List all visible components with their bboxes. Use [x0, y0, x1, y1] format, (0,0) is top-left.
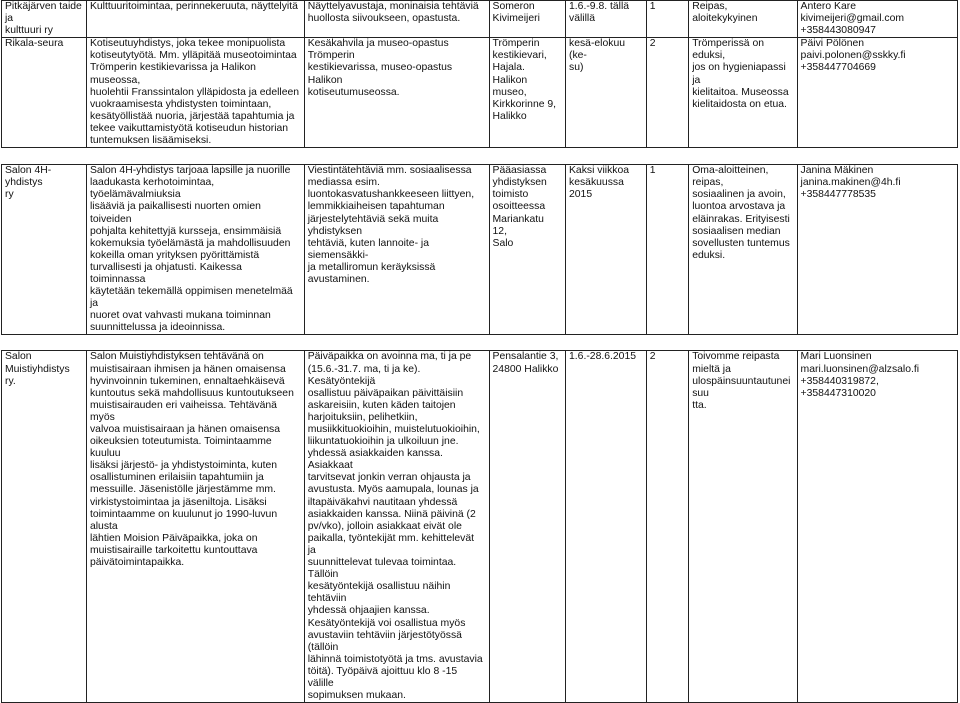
organization-cell: Pitkäjärven taide ja kulttuuri ry: [2, 1, 87, 38]
contact-cell: Päivi Pölönen paivi.polonen@sskky.fi +358447704669: [797, 38, 957, 148]
row-spacer: [2, 148, 958, 165]
description-cell: Kotiseutuyhdistys, joka tekee monipuolista kotiseutytyötä. Mm. ylläpitää museotoimintaa Trömperin kestikievarissa ja Halikon museossa, huolehtii Franssintalon ylläpidosta ja edelleen vuokraamisesta yhdistysten toimintaan, kesätyöllistää nuoria, järjestää tapahtumia ja tekee vaikuttamistyötä kotiseudun historian tuntemuksen lisäämiseksi.: [86, 38, 304, 148]
period-cell: 1.6.-9.8. tällä välillä: [566, 1, 647, 38]
task-cell: Kesäkahvila ja museo-opastus Trömperin kestikievarissa, museo-opastus Halikon kotiseutumuseossa.: [304, 38, 489, 148]
organization-cell: Rikala-seura: [2, 38, 87, 148]
contact-cell: Mari Luonsinen mari.luonsinen@alzsalo.fi +358440319872, +358447310020: [797, 351, 957, 703]
period-cell: 1.6.-28.6.2015: [566, 351, 647, 703]
count-cell: 2: [646, 351, 688, 703]
period-cell: kesä-elokuu (ke- su): [566, 38, 647, 148]
requirements-cell: Toivomme reipasta mieltä ja ulospäinsuuntautuneisuu tta.: [689, 351, 797, 703]
table-row: [2, 1, 958, 38]
description-cell: Salon Muistiyhdistyksen tehtävänä on muistisairaan ihmisen ja hänen omaisensa hyvinvoinnin tukeminen, ennaltaehkäisevä kuntoutus sekä mahdollisuus kuntoutukseen muistisairauden eri vaiheissa. Tehtävänä myös valvoa muistisairaan ja hänen omaisensa oikeuksien toteutumista. Toimintaamme kuuluu lisäksi järjestö- ja yhdistystoiminta, kuten osallistuminen erilaisiin tapahtumiin ja messuille. Jäsenistölle järjestämme mm. virkistystoimintaa ja jäseniltoja. Lisäksi toimintaamme on kuulunut jo 1990-luvun alusta lähtien Moision Päiväpaikka, joka on muistisairaille tarkoitettu kuntouttava päivätoimintapaikka.: [86, 351, 304, 703]
requirements-cell: Reipas, aloitekykyinen: [689, 1, 797, 38]
period-cell: Kaksi viikkoa kesäkuussa 2015: [566, 165, 647, 335]
place-cell: Pääasiassa yhdistyksen toimisto osoitteessa Mariankatu 12, Salo: [489, 165, 565, 335]
contact-cell: Janina Mäkinen janina.makinen@4h.fi +358447778535: [797, 165, 957, 335]
table-row: [2, 351, 958, 703]
task-cell: Päiväpaikka on avoinna ma, ti ja pe (15.6.-31.7. ma, ti ja ke). Kesätyöntekijä osallistuu päiväpaikan päivittäisiin askareisiin, kuten käden taitojen harjoituksiin, pelihetkiin, musiikkituokioihin, muistelutuokioihin, liikuntatuokioihin ja ulkoiluun jne. yhdessä asiakkaiden kanssa. Asiakkaat tarvitsevat jonkin verran ohjausta ja avustusta. Myös aamupala, lounas ja iltapäiväkahvi nautitaan yhdessä asiakkaiden kanssa. Niinä päivinä (2 pv/vko), jolloin asiakkaat eivät ole paikalla, työntekijät mm. kehittelevät ja suunnittelevat tulevaa toimintaa. Tällöin kesätyöntekijä osallistuu näihin tehtäviin yhdessä ohjaajien kanssa. Kesätyöntekijä voi osallistua myös avustaviin tehtäviin järjestötyössä (tällöin lähinnä toimistotyötä ja tms. avustavia töitä). Työpäivä ajoittuu klo 8 -15 välille sopimuksen mukaan.: [304, 351, 489, 703]
task-cell: Näyttelyavustaja, moninaisia tehtäviä huollosta siivoukseen, opastusta.: [304, 1, 489, 38]
requirements-cell: Trömperissä on eduksi, jos on hygieniapassi ja kielitaitoa. Museossa kielitaidosta on etua.: [689, 38, 797, 148]
place-cell: Pensalantie 3, 24800 Halikko: [489, 351, 565, 703]
table-row: [2, 165, 958, 335]
row-spacer: [2, 335, 958, 351]
count-cell: 1: [646, 1, 688, 38]
description-cell: Salon 4H-yhdistys tarjoaa lapsille ja nuorille laadukasta kerhotoimintaa, työelämävalmiuksia lisääviä ja paikallisesti nuorten omien toiveiden pohjalta kehitettyjä kursseja, ensimmäisiä kokemuksia työelämästä ja mahdollisuuden kokeilla oman yrityksen pyörittämistä turvallisesti ja ohjatusti. Kaikessa toiminnassa käytetään tekemällä oppimisen menetelmää ja nuoret ovat vahvasti mukana toiminnan suunnittelussa ja ideoinnissa.: [86, 165, 304, 335]
count-cell: 1: [646, 165, 688, 335]
spacer-cell: [2, 335, 958, 351]
requirements-cell: Oma-aloitteinen, reipas, sosiaalinen ja avoin, luontoa arvostava ja eläinrakas. Erityisesti sosiaalisen median sovellusten tuntemus eduksi.: [689, 165, 797, 335]
spacer-cell: [2, 148, 958, 165]
table-row: [2, 38, 958, 148]
task-cell: Viestintätehtäviä mm. sosiaalisessa mediassa esim. luontokasvatushankkeeseen liittyen, lemmikkiaiheisen tapahtuman järjestelytehtäviä sekä muita yhdistyksen tehtäviä, kuten lannoite- ja siemensäkki- ja metalliromun keräyksissä avustaminen.: [304, 165, 489, 335]
place-cell: Someron Kivimeijeri: [489, 1, 565, 38]
contact-cell: Antero Kare kivimeijeri@gmail.com +358443080947: [797, 1, 957, 38]
place-cell: Trömperin kestikievari, Hajala. Halikon museo, Kirkkorinne 9, Halikko: [489, 38, 565, 148]
organization-cell: Salon Muistiyhdistys ry.: [2, 351, 87, 703]
organization-cell: Salon 4H-yhdistys ry: [2, 165, 87, 335]
description-cell: Kulttuuritoimintaa, perinnekeruuta, näyttelyitä: [86, 1, 304, 38]
volunteer-positions-table: [1, 0, 958, 703]
count-cell: 2: [646, 38, 688, 148]
